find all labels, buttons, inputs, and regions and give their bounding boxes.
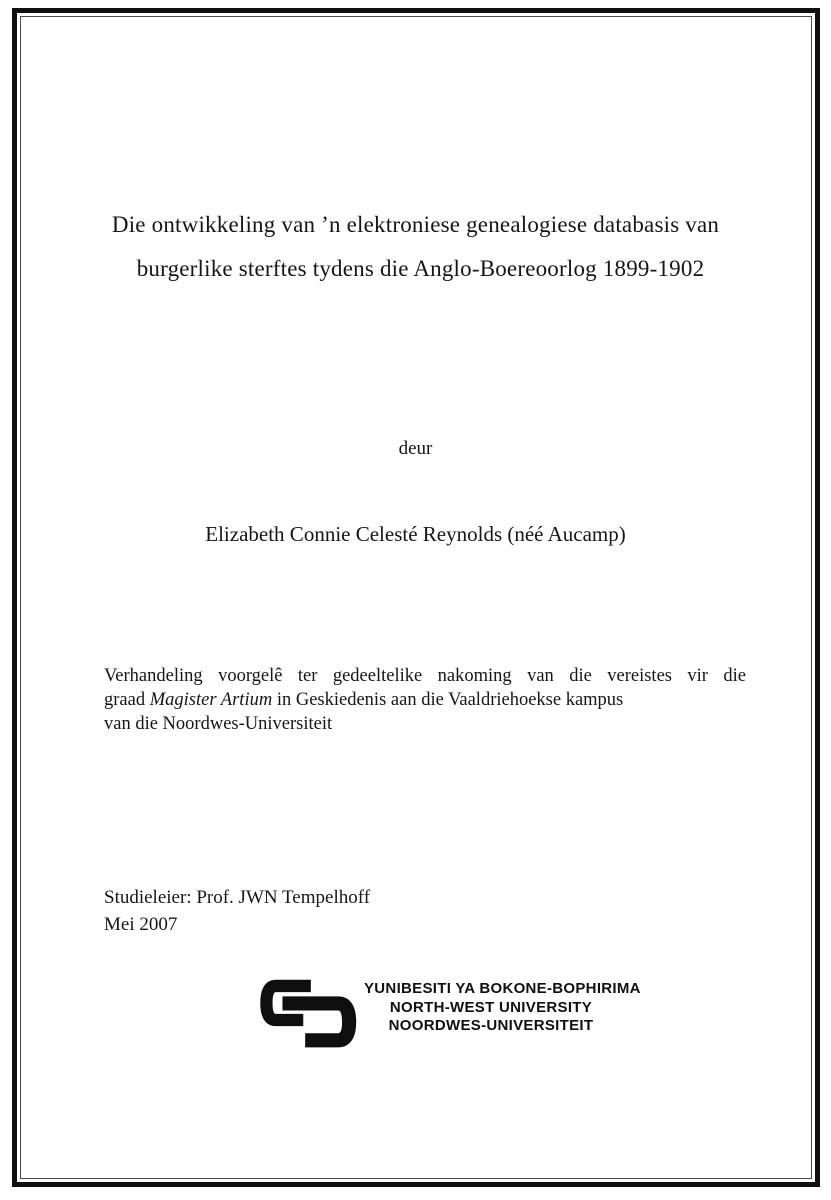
logo-text-setswana: YUNIBESITI YA BOKONE-BOPHIRIMA (364, 980, 641, 997)
thesis-title-line2: burgerlike sterftes tydens die Anglo-Boereoorlog 1899-1902 (136, 256, 705, 281)
degree-statement-line1: Verhandeling voorgelê ter gedeeltelike nakoming van die vereistes vir die (104, 666, 746, 686)
logo-text-afrikaans: NOORDWES-UNIVERSITEIT (388, 1017, 594, 1034)
byline-deur: deur (398, 438, 433, 459)
logo-text-english: NORTH-WEST UNIVERSITY (389, 998, 593, 1016)
university-logo (256, 972, 641, 1050)
degree-statement-line2-suffix: in Geskiedenis aan die Vaaldriehoekse kampus (272, 690, 624, 710)
supervisor-line: Studieleier: Prof. JWN Tempelhoff (104, 887, 371, 908)
author-name: Elizabeth Connie Celesté Reynolds (néé Aucamp) (205, 522, 626, 546)
thesis-title-line1: Die ontwikkeling van ’n elektroniese genealogiese databasis van (111, 212, 720, 237)
date-line: Mei 2007 (104, 914, 178, 935)
degree-name-italic: Magister Artium (149, 690, 273, 710)
nwu-chain-link-icon (256, 972, 360, 1050)
university-logo-text (364, 980, 641, 1036)
degree-statement-line2 (104, 688, 746, 712)
degree-statement-line3: van die Noordwes-Universiteit (104, 714, 333, 734)
degree-statement-line2-prefix: graad (104, 690, 150, 710)
degree-statement (104, 664, 746, 736)
